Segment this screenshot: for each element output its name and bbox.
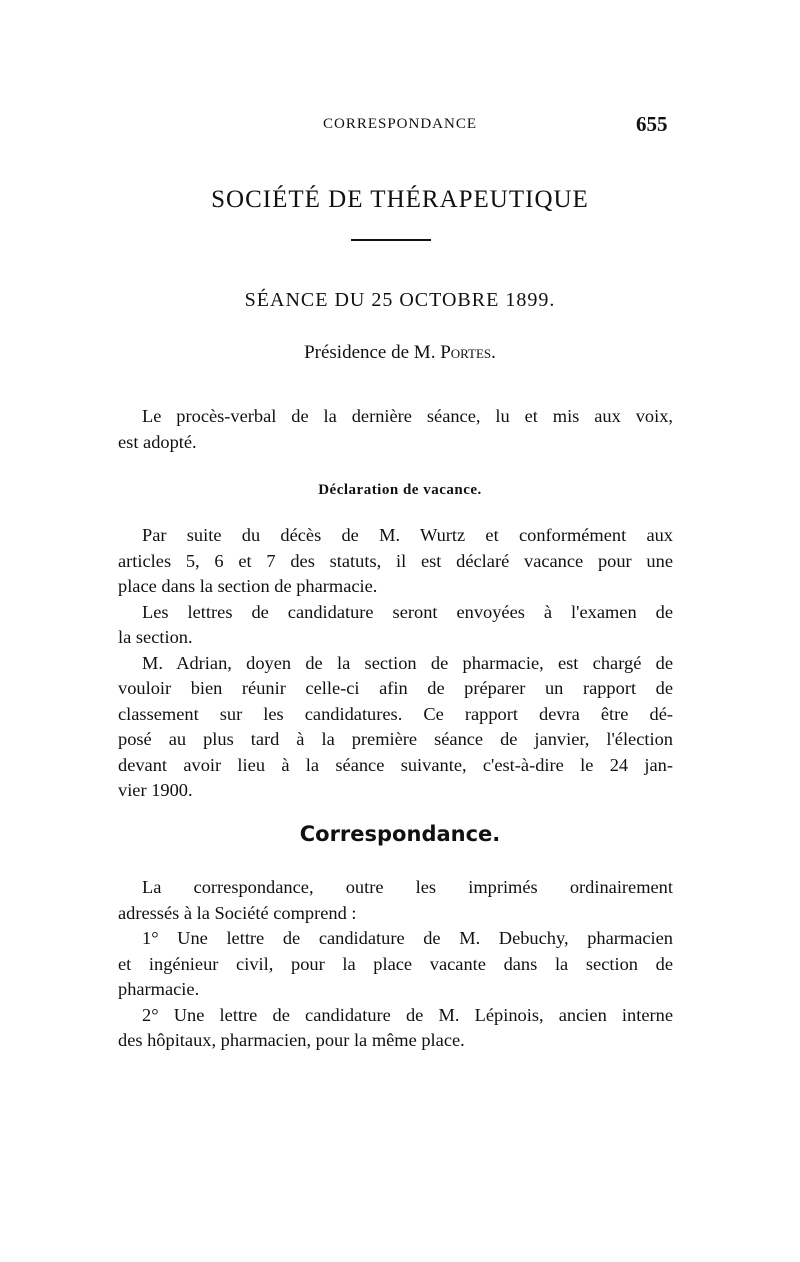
text-line: Le procès-verbal de la dernière séance, lu et mis aux voix, [142, 406, 673, 426]
text-line: la section. [118, 627, 193, 647]
text-line: 1° Une lettre de candidature de M. Debuchy, pharmacien [142, 928, 673, 948]
text-line: La correspondance, outre les imprimés ordinairement [142, 877, 673, 897]
text-line: 2° Une lettre de candidature de M. Lépinois, ancien interne [142, 1004, 673, 1025]
presidence-suffix: . [491, 342, 496, 363]
intro-paragraph [118, 404, 673, 455]
correspondance-body [118, 875, 673, 1054]
text-line: classement sur les candidatures. Ce rapport devra être dé- [118, 703, 673, 724]
text-line: posé au plus tard à la première séance de janvier, l'élection [118, 729, 673, 749]
declaration-body [118, 523, 673, 804]
text-line: adressés à la Société comprend : [118, 902, 357, 923]
text-line: et ingénieur civil, pour la place vacante dans la section de [118, 953, 673, 974]
society-title: SOCIÉTÉ DE THÉRAPEUTIQUE [211, 186, 589, 213]
text-line: pharmacie. [118, 979, 200, 999]
presidence-line [0, 342, 800, 364]
correspondance-heading: Correspondance. [299, 822, 501, 846]
running-head [0, 112, 800, 138]
text-line: M. Adrian, doyen de la section de pharmacie, est chargé de [142, 652, 673, 673]
text-line: des hôpitaux, pharmacien, pour la même place. [118, 1030, 465, 1050]
text-line: Les lettres de candidature seront envoyées à l'examen de [142, 601, 673, 622]
declaration-heading: Déclaration de vacance. [318, 482, 482, 498]
text-line: place dans la section de pharmacie. [118, 576, 378, 596]
seance-title: SÉANCE DU 25 OCTOBRE 1899. [244, 289, 556, 311]
text-line: est adopté. [118, 431, 197, 452]
text-line: devant avoir lieu à la séance suivante, c'est-à-dire le 24 jan- [118, 754, 673, 775]
text-line: articles 5, 6 et 7 des statuts, il est déclaré vacance pour une [118, 550, 673, 571]
president-name: Portes [440, 342, 492, 363]
text-line: vier 1900. [118, 780, 193, 800]
running-head-title: CORRESPONDANCE [322, 116, 478, 132]
text-line: vouloir bien réunir celle-ci afin de préparer un rapport de [118, 678, 673, 698]
text-line: Par suite du décès de M. Wurtz et conformément aux [142, 525, 673, 545]
title-divider [351, 239, 431, 241]
presidence-prefix: Présidence de M. [304, 342, 441, 363]
page-number: 655 [636, 112, 668, 136]
